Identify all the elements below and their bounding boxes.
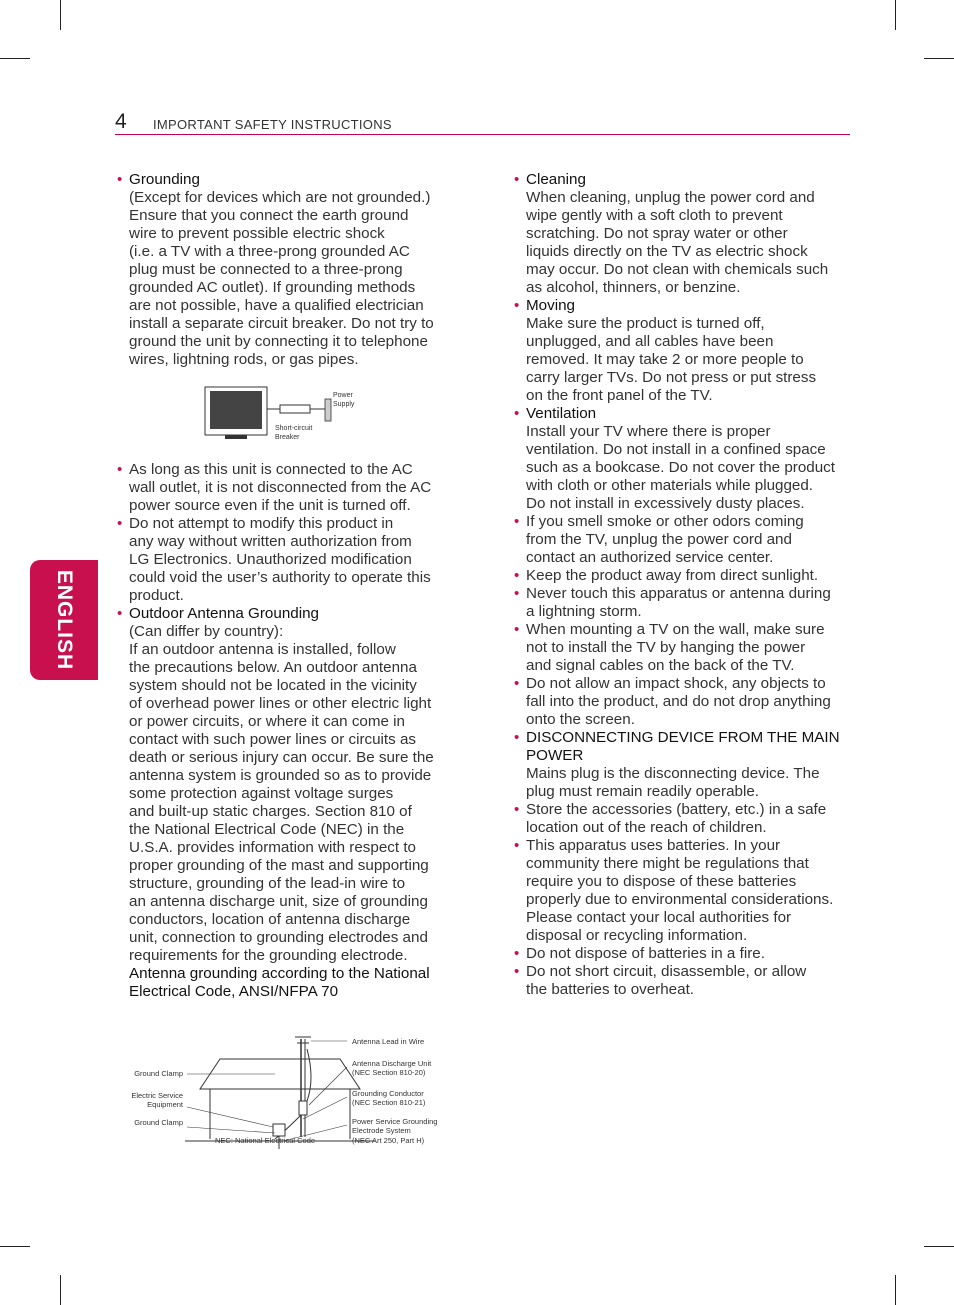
breaker-label: Breaker bbox=[275, 434, 300, 441]
text-line: LG Electronics. Unauthorized modification bbox=[129, 551, 412, 568]
text-line: properly due to environmental considerations. bbox=[526, 891, 834, 908]
disconnecting-section bbox=[512, 729, 857, 801]
text-line: or power circuits, or where it can come in bbox=[129, 713, 406, 730]
diagram-label: Electric Service bbox=[131, 1091, 183, 1100]
antenna-grounding-illustration bbox=[115, 1019, 460, 1169]
bullet-icon: • bbox=[117, 171, 123, 188]
cleaning-title: Cleaning bbox=[526, 171, 586, 188]
crop-mark bbox=[0, 1246, 30, 1247]
text-line: carry larger TVs. Do not press or put stress bbox=[526, 369, 817, 386]
antenna-section bbox=[115, 605, 460, 1001]
text-line: (i.e. a TV with a three-prong grounded AC bbox=[129, 243, 410, 260]
text-line: ground the unit by connecting it to telephone bbox=[129, 333, 428, 350]
diagram-label: (NEC Art 250, Part H) bbox=[352, 1136, 425, 1145]
text-line: Ensure that you connect the earth ground bbox=[129, 207, 409, 224]
moving-title: Moving bbox=[526, 297, 575, 314]
text-line: power source even if the unit is turned off. bbox=[129, 497, 411, 514]
text-line: Make sure the product is turned off, bbox=[526, 315, 765, 332]
bullet-icon: • bbox=[117, 605, 123, 622]
text-line: U.S.A. provides information with respect to bbox=[129, 839, 416, 856]
antenna-grounding-diagram bbox=[115, 1019, 460, 1169]
text-line: When mounting a TV on the wall, make sure bbox=[526, 621, 825, 638]
bullet-icon: • bbox=[514, 405, 520, 422]
text-line: requirements for the grounding electrode. bbox=[129, 947, 408, 964]
text-line: a lightning storm. bbox=[526, 603, 642, 620]
crop-mark bbox=[60, 1275, 61, 1305]
text-line: Please contact your local authorities for bbox=[526, 909, 792, 926]
text-line: location out of the reach of children. bbox=[526, 819, 767, 836]
bullet-icon: • bbox=[514, 963, 520, 980]
text-line: (Can differ by country): bbox=[129, 623, 284, 640]
text-line: community there might be regulations that bbox=[526, 855, 809, 872]
bullet-icon: • bbox=[514, 567, 520, 584]
bullet-icon: • bbox=[514, 837, 520, 854]
language-tab-label: ENGLISH bbox=[53, 569, 76, 671]
text-line: structure, grounding of the lead-in wire to bbox=[129, 875, 406, 892]
diagram-label: Antenna Discharge Unit bbox=[352, 1059, 432, 1068]
accessories-item bbox=[512, 801, 857, 837]
text-line: fall into the product, and do not drop anything bbox=[526, 693, 831, 710]
text-line: Do not install in excessively dusty places. bbox=[526, 495, 805, 512]
text-line: Keep the product away from direct sunlight. bbox=[526, 567, 819, 584]
text-line: such as a bookcase. Do not cover the product bbox=[526, 459, 835, 476]
diagram-label: Electrode System bbox=[352, 1126, 411, 1135]
text-line: require you to dispose of these batteries bbox=[526, 873, 797, 890]
text-line: This apparatus uses batteries. In your bbox=[526, 837, 781, 854]
disconnecting-title: POWER bbox=[526, 747, 584, 764]
bullet-icon: • bbox=[117, 515, 123, 532]
text-line: of overhead power lines or other electric light bbox=[129, 695, 432, 712]
impact-item bbox=[512, 675, 857, 729]
crop-mark bbox=[924, 58, 954, 59]
bullet-icon: • bbox=[514, 171, 520, 188]
crop-mark bbox=[895, 1275, 896, 1305]
text-line: unplugged, and all cables have been bbox=[526, 333, 774, 350]
diagram-label: NEC: National Electrical Code bbox=[215, 1136, 316, 1145]
text-line: Do not short circuit, disassemble, or allow bbox=[526, 963, 807, 980]
text-line: grounded AC outlet). If grounding methods bbox=[129, 279, 416, 296]
text-line: are not possible, have a qualified electrician bbox=[129, 297, 424, 314]
text-line: as alcohol, thinners, or benzine. bbox=[526, 279, 741, 296]
text-line: with cloth or other materials while plugged. bbox=[526, 477, 814, 494]
text-line: the National Electrical Code (NEC) in the bbox=[129, 821, 405, 838]
bullet-icon: • bbox=[514, 621, 520, 638]
text-line: wires, lightning rods, or gas pipes. bbox=[129, 351, 359, 368]
lightning-item bbox=[512, 585, 857, 621]
text-line: contact with such power lines or circuits as bbox=[129, 731, 416, 748]
text-line: If you smell smoke or other odors coming bbox=[526, 513, 804, 530]
sunlight-item bbox=[512, 567, 857, 585]
power-supply-label: Power bbox=[333, 392, 353, 399]
text-line: wall outlet, it is not disconnected from the AC bbox=[129, 479, 432, 496]
batteries-item bbox=[512, 837, 857, 945]
text-line: disposal or recycling information. bbox=[526, 927, 748, 944]
diagram-label: Power Service Grounding bbox=[352, 1117, 438, 1126]
ac-outlet-item bbox=[115, 461, 460, 515]
text-line: the precautions below. An outdoor antenna bbox=[129, 659, 417, 676]
text-line: wire to prevent possible electric shock bbox=[129, 225, 385, 242]
cleaning-section bbox=[512, 171, 857, 297]
fire-item bbox=[512, 945, 857, 963]
text-line: could void the user’s authority to operate this bbox=[129, 569, 431, 586]
crop-mark bbox=[0, 58, 30, 59]
text-line: As long as this unit is connected to the AC bbox=[129, 461, 413, 478]
diagram-label: Grounding Conductor bbox=[352, 1089, 424, 1098]
modify-item bbox=[115, 515, 460, 605]
text-line: any way without written authorization from bbox=[129, 533, 412, 550]
text-line: Do not dispose of batteries in a fire. bbox=[526, 945, 765, 962]
text-line: scratching. Do not spray water or other bbox=[526, 225, 788, 242]
diagram-label: Antenna Lead in Wire bbox=[352, 1037, 425, 1046]
bullet-icon: • bbox=[117, 461, 123, 478]
page-header bbox=[115, 110, 850, 135]
ventilation-title: Ventilation bbox=[526, 405, 597, 422]
bullet-icon: • bbox=[514, 945, 520, 962]
emphasis-line: Antenna grounding according to the National bbox=[129, 965, 430, 982]
text-line: may occur. Do not clean with chemicals such bbox=[526, 261, 829, 278]
text-line: unit, connection to grounding electrodes and bbox=[129, 929, 428, 946]
crop-mark bbox=[895, 0, 896, 30]
text-line: proper grounding of the mast and supporting bbox=[129, 857, 429, 874]
emphasis-line: Electrical Code, ANSI/NFPA 70 bbox=[129, 983, 339, 1000]
text-line: from the TV, unplug the power cord and bbox=[526, 531, 792, 548]
text-line: product. bbox=[129, 587, 184, 604]
text-line: onto the screen. bbox=[526, 711, 635, 728]
text-line: contact an authorized service center. bbox=[526, 549, 774, 566]
text-line: Do not attempt to modify this product in bbox=[129, 515, 394, 532]
text-line: removed. It may take 2 or more people to bbox=[526, 351, 804, 368]
crop-mark bbox=[60, 0, 61, 30]
wall-mount-item bbox=[512, 621, 857, 675]
disconnecting-title: DISCONNECTING DEVICE FROM THE MAIN bbox=[526, 729, 840, 746]
diagram-label: (NEC Section 810-21) bbox=[352, 1098, 426, 1107]
text-line: an antenna discharge unit, size of grounding bbox=[129, 893, 428, 910]
circuit-breaker-illustration bbox=[115, 379, 460, 449]
text-line: not to install the TV by hanging the power bbox=[526, 639, 806, 656]
diagram-label: (NEC Section 810-20) bbox=[352, 1068, 426, 1077]
text-line: Never touch this apparatus or antenna during bbox=[526, 585, 831, 602]
power-supply-label: Supply bbox=[333, 401, 355, 408]
text-line: plug must be connected to a three-prong bbox=[129, 261, 403, 278]
diagram-label: Equipment bbox=[147, 1100, 183, 1109]
text-line: death or serious injury can occur. Be sure the bbox=[129, 749, 434, 766]
moving-section bbox=[512, 297, 857, 405]
ventilation-section bbox=[512, 405, 857, 513]
text-line: Store the accessories (battery, etc.) in a safe bbox=[526, 801, 827, 818]
right-column bbox=[512, 171, 857, 999]
crop-mark bbox=[924, 1246, 954, 1247]
bullet-icon: • bbox=[514, 675, 520, 692]
bullet-icon: • bbox=[514, 729, 520, 746]
grounding-section bbox=[115, 171, 460, 369]
header-title: IMPORTANT SAFETY INSTRUCTIONS bbox=[153, 117, 392, 132]
diagram-label: Ground Clamp bbox=[134, 1118, 183, 1127]
text-line: and signal cables on the back of the TV. bbox=[526, 657, 795, 674]
bullet-icon: • bbox=[514, 585, 520, 602]
text-line: Mains plug is the disconnecting device. The bbox=[526, 765, 820, 782]
breaker-label: Short-circuit bbox=[275, 425, 313, 432]
text-line: install a separate circuit breaker. Do not try to bbox=[129, 315, 434, 332]
diagram-label: Ground Clamp bbox=[134, 1069, 183, 1078]
text-line: the batteries to overheat. bbox=[526, 981, 695, 998]
text-line: If an outdoor antenna is installed, follow bbox=[129, 641, 396, 658]
text-line: liquids directly on the TV as electric shock bbox=[526, 243, 808, 260]
text-line: and built-up static charges. Section 810 of bbox=[129, 803, 412, 820]
bullet-icon: • bbox=[514, 513, 520, 530]
left-column bbox=[115, 171, 460, 1169]
page-number: 4 bbox=[115, 110, 127, 133]
grounding-title: Grounding bbox=[129, 171, 200, 188]
text-line: Install your TV where there is proper bbox=[526, 423, 771, 440]
text-line: (Except for devices which are not grounded.) bbox=[129, 189, 431, 206]
text-line: on the front panel of the TV. bbox=[526, 387, 713, 404]
antenna-title: Outdoor Antenna Grounding bbox=[129, 605, 319, 622]
text-line: ventilation. Do not install in a confined space bbox=[526, 441, 826, 458]
text-line: Do not allow an impact shock, any objects to bbox=[526, 675, 826, 692]
text-line: antenna system is grounded so as to provide bbox=[129, 767, 432, 784]
text-line: conductors, location of antenna discharge bbox=[129, 911, 411, 928]
language-tab bbox=[30, 560, 98, 680]
text-line: plug must remain readily operable. bbox=[526, 783, 759, 800]
smoke-item bbox=[512, 513, 857, 567]
circuit-breaker-diagram bbox=[115, 379, 460, 449]
text-line: When cleaning, unplug the power cord and bbox=[526, 189, 815, 206]
text-line: system should not be located in the vicinity bbox=[129, 677, 417, 694]
bullet-icon: • bbox=[514, 801, 520, 818]
text-line: some protection against voltage surges bbox=[129, 785, 394, 802]
text-line: wipe gently with a soft cloth to prevent bbox=[526, 207, 783, 224]
short-circuit-item bbox=[512, 963, 857, 999]
bullet-icon: • bbox=[514, 297, 520, 314]
